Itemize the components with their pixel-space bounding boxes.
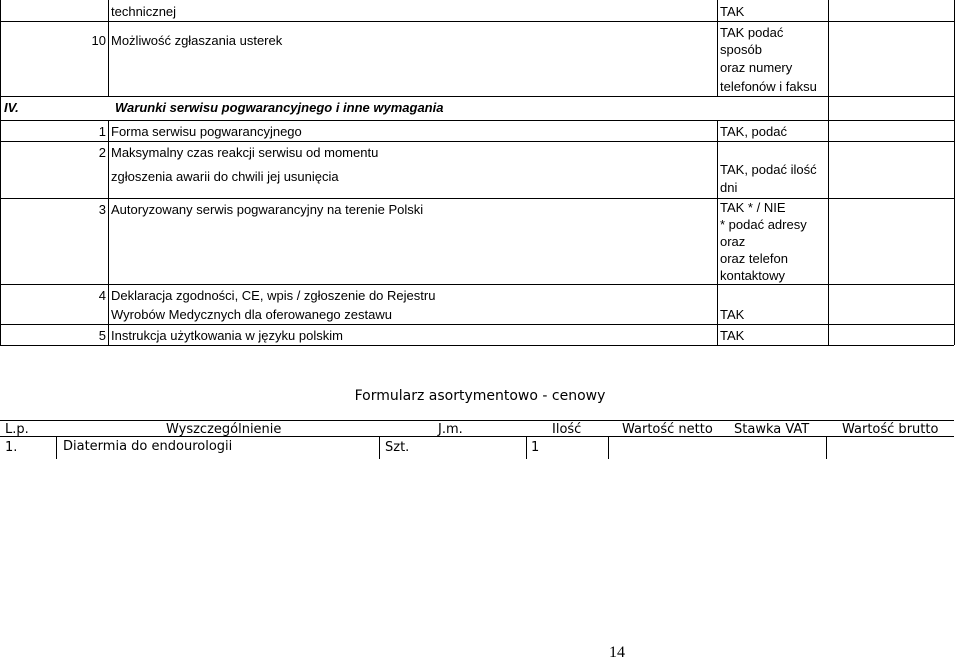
spec-row-num: 3	[98, 202, 106, 217]
spec-row-line	[0, 324, 954, 325]
price-table-col-divider	[608, 436, 609, 459]
spec-row-desc: Wyrobów Medycznych dla oferowanego zestawu	[111, 307, 392, 322]
spec-row-line	[0, 284, 954, 285]
spec-table-col-divider	[108, 120, 109, 345]
spec-row-desc: Możliwość zgłaszania usterek	[111, 33, 283, 48]
spec-row-num: 2	[98, 145, 106, 160]
spec-row-line	[0, 198, 954, 199]
spec-row-desc: Maksymalny czas reakcji serwisu od momentu	[111, 145, 379, 160]
price-cell-unit: Szt.	[385, 440, 410, 455]
spec-row-num: 1	[98, 124, 106, 139]
spec-row-req: TAK podać	[720, 25, 784, 40]
spec-row-req: dni	[720, 180, 738, 195]
price-form-title: Formularz asortymentowo - cenowy	[354, 388, 606, 404]
spec-row-req: TAK	[720, 328, 745, 343]
spec-row-req: TAK * / NIE	[720, 200, 786, 215]
page-number: 14	[609, 644, 625, 661]
spec-row-desc: Forma serwisu pogwarancyjnego	[111, 124, 302, 139]
price-table-col-divider	[526, 436, 527, 459]
price-cell-name: Diatermia do endourologii	[63, 439, 233, 454]
spec-row-num: 4	[98, 288, 106, 303]
spec-row-req: kontaktowy	[720, 268, 786, 283]
price-table-line	[0, 420, 954, 421]
spec-table-col-divider	[828, 0, 829, 345]
spec-row-req: oraz	[720, 234, 746, 249]
spec-row-desc: Deklaracja zgodności, CE, wpis / zgłoszenie do Rejestru	[111, 288, 436, 303]
spec-row-line	[0, 96, 954, 97]
price-header-name: Wyszczególnienie	[166, 422, 282, 437]
price-header-qty: Ilość	[552, 422, 582, 437]
spec-row-req: TAK	[720, 4, 745, 19]
spec-row-req: * podać adresy	[720, 217, 807, 232]
spec-table-col-divider	[717, 120, 718, 345]
spec-table-border-left	[0, 0, 1, 345]
spec-row-desc: Autoryzowany serwis pogwarancyjny na terenie Polski	[111, 202, 424, 217]
price-table-col-divider	[826, 436, 827, 459]
spec-row-line	[0, 120, 954, 121]
spec-row-num: 10	[91, 33, 106, 48]
spec-row-line	[0, 21, 954, 22]
spec-row-req: TAK, podać	[720, 124, 787, 139]
spec-table-col-divider	[108, 0, 109, 96]
price-table-line	[0, 436, 954, 437]
price-header-unit: J.m.	[438, 422, 463, 437]
price-table-col-divider	[56, 436, 57, 459]
price-header-net: Wartość netto	[622, 422, 713, 437]
spec-row-req: telefonów i faksu	[720, 79, 817, 94]
section-number: IV.	[4, 100, 19, 115]
spec-row-line	[0, 345, 954, 346]
spec-row-req: TAK, podać ilość	[720, 162, 817, 177]
price-table-col-divider	[379, 436, 380, 459]
price-header-lp: L.p.	[5, 422, 29, 437]
price-cell-qty: 1	[531, 440, 540, 455]
spec-table-col-divider	[717, 0, 718, 96]
spec-row-line	[0, 141, 954, 142]
price-cell-lp: 1.	[5, 440, 18, 455]
spec-row-req: oraz telefon	[720, 251, 788, 266]
spec-row-desc: zgłoszenia awarii do chwili jej usunięcia	[111, 169, 339, 184]
spec-row-req: oraz numery	[720, 60, 793, 75]
spec-row-req: TAK	[720, 307, 745, 322]
spec-row-num: 5	[98, 328, 106, 343]
spec-row-desc: technicznej	[111, 4, 177, 19]
spec-row-req: sposób	[720, 42, 762, 57]
spec-row-desc: Instrukcja użytkowania w języku polskim	[111, 328, 343, 343]
spec-table-border-right	[954, 0, 955, 345]
section-title: Warunki serwisu pogwarancyjnego i inne wymagania	[115, 100, 444, 115]
price-header-vat: Stawka VAT	[734, 422, 810, 437]
price-header-gross: Wartość brutto	[842, 422, 939, 437]
